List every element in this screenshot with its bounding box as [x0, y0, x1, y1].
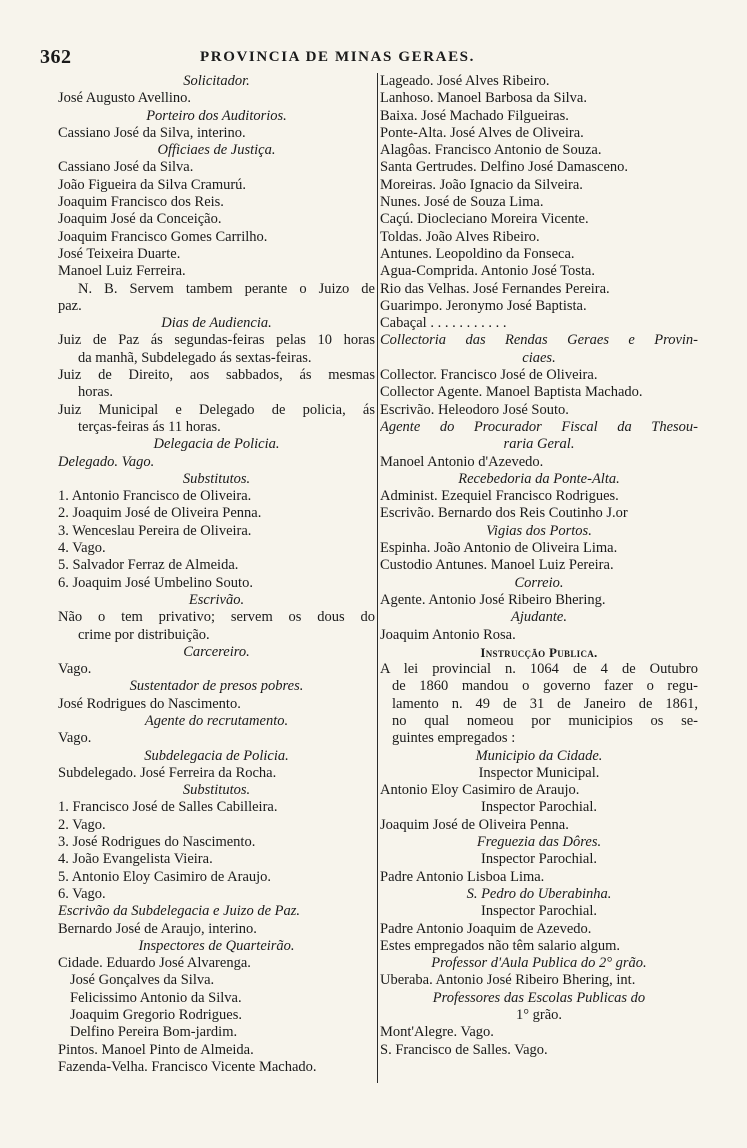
heading-municipio: Municipio da Cidade. [475, 747, 603, 764]
list-item: Guarimpo. Jeronymo José Baptista. [380, 297, 587, 314]
list-item: Custodio Antunes. Manoel Luiz Pereira. [380, 557, 614, 574]
page-number: 362 [40, 46, 72, 68]
list-item: Manoel Antonio d'Azevedo. [380, 453, 544, 470]
heading-porteiro: Porteiro dos Auditorios. [146, 107, 287, 124]
list-item: 4. João Evangelista Vieira. [58, 851, 213, 868]
heading-professor: Professor d'Aula Publica do 2° grão. [431, 955, 647, 972]
list-item: Cabaçal . . . . . . . . . . . [380, 315, 507, 332]
heading-s-pedro: S. Pedro do Uberabinha. [466, 885, 612, 902]
subheading: Inspector Parochial. [481, 851, 597, 868]
text-line: Não o tem privativo; servem os dous do [58, 609, 375, 626]
right-column [380, 73, 698, 1085]
heading-officiaes: Officiaes de Justiça. [157, 142, 276, 159]
heading-recebedoria: Recebedoria da Ponte-Alta. [458, 470, 620, 487]
list-item: Nunes. José de Souza Lima. [380, 194, 544, 211]
list-item: 1. Antonio Francisco de Oliveira. [58, 488, 252, 505]
heading-substitutos: Substitutos. [182, 782, 251, 799]
heading-ajudante: Ajudante. [511, 609, 567, 626]
heading-escrivao-subdelegacia: Escrivão da Subdelegacia e Juizo de Paz. [58, 903, 301, 920]
heading-subdelegacia: Subdelegacia de Policia. [144, 747, 289, 764]
left-column [58, 73, 375, 1085]
list-item: Espinha. João Antonio de Oliveira Lima. [380, 540, 618, 557]
text-line: Juiz de Paz ás segundas-feiras pelas 10 horas [58, 332, 375, 349]
list-item: Agua-Comprida. Antonio José Tosta. [380, 263, 595, 280]
subheading: Inspector Parochial. [481, 903, 597, 920]
heading-collectoria-cont: ciaes. [522, 349, 556, 366]
heading-sustentador: Sustentador de presos pobres. [129, 678, 304, 695]
heading-dias-audiencia: Dias de Audiencia. [161, 315, 272, 332]
list-item: Delfino Pereira Bom-jardim. [70, 1024, 238, 1041]
list-item: Vago. [58, 661, 92, 678]
list-item: Cassiano José da Silva. [58, 159, 194, 176]
list-item: S. Francisco de Salles. Vago. [380, 1041, 548, 1058]
list-item: Fazenda-Velha. Francisco Vicente Machado. [58, 1058, 317, 1075]
subheading: Inspector Parochial. [481, 799, 597, 816]
list-item: Santa Gertrudes. Delfino José Damasceno. [380, 159, 629, 176]
list-item: Alagôas. Francisco Antonio de Souza. [380, 142, 602, 159]
text-line: Estes empregados não têm salario algum. [380, 937, 620, 954]
list-item: Cidade. Eduardo José Alvarenga. [58, 955, 251, 972]
list-item: 3. José Rodrigues do Nascimento. [58, 834, 256, 851]
list-item: 2. Joaquim José de Oliveira Penna. [58, 505, 262, 522]
list-item: 5. Salvador Ferraz de Almeida. [58, 557, 239, 574]
heading-correio: Correio. [514, 574, 564, 591]
list-item: Rio das Velhas. José Fernandes Pereira. [380, 280, 610, 297]
heading-inspectores: Inspectores de Quarteirão. [138, 937, 295, 954]
heading-solicitador: Solicitador. [183, 73, 250, 89]
text-line: no qual nomeou por municipios os se- [392, 712, 698, 729]
subheading: Inspector Municipal. [478, 764, 600, 781]
list-item: Lanhoso. Manoel Barbosa da Silva. [380, 90, 587, 107]
text-line: da manhã, Subdelegado ás sextas-feiras. [78, 349, 312, 366]
heading-instruccao-publica: Instrucção Publica. [480, 644, 598, 660]
list-item: Manoel Luiz Ferreira. [58, 263, 186, 280]
list-item: Padre Antonio Joaquim de Azevedo. [380, 920, 592, 937]
list-item: João Figueira da Silva Cramurú. [58, 176, 247, 193]
list-item: Joaquim José da Conceição. [58, 211, 222, 228]
list-item: Felicissimo Antonio da Silva. [70, 989, 242, 1006]
heading-freguezia: Freguezia das Dôres. [476, 834, 602, 851]
list-item: Escrivão. Bernardo dos Reis Coutinho J.or [380, 505, 628, 522]
list-item: Joaquim Francisco dos Reis. [58, 194, 224, 211]
text-line: crime por distribuição. [78, 626, 210, 643]
text-line: Juiz de Direito, aos sabbados, ás mesmas [58, 367, 375, 384]
heading-professores: Professores das Escolas Publicas do [432, 989, 646, 1006]
list-item: José Teixeira Duarte. [58, 245, 181, 262]
list-item: 4. Vago. [58, 540, 106, 557]
list-item: Joaquim Francisco Gomes Carrilho. [58, 228, 268, 245]
text-line: lamento n. 49 de 31 de Janeiro de 1861, [392, 695, 698, 712]
list-item: Agente. Antonio José Ribeiro Bhering. [380, 591, 606, 608]
list-item: Uberaba. Antonio José Ribeiro Bhering, int. [380, 972, 636, 989]
list-item: Caçú. Diocleciano Moreira Vicente. [380, 211, 589, 228]
list-item: Subdelegado. José Ferreira da Rocha. [58, 764, 277, 781]
list-item: Antunes. Leopoldino da Fonseca. [380, 245, 575, 262]
list-item: 6. Joaquim José Umbelino Souto. [58, 574, 253, 591]
list-item: Cassiano José da Silva, interino. [58, 124, 246, 141]
list-item: Delegado. Vago. [58, 453, 155, 470]
list-item: Escrivão. Heleodoro José Souto. [380, 401, 569, 418]
text-line: Juiz Municipal e Delegado de policia, ás [58, 401, 375, 418]
list-item: 6. Vago. [58, 885, 106, 902]
note-line: paz. [58, 297, 82, 314]
list-item: José Augusto Avellino. [58, 90, 192, 107]
list-item: Collector Agente. Manoel Baptista Machado. [380, 384, 643, 401]
heading-agente-procurador: Agente do Procurador Fiscal da Thesou- [380, 418, 698, 435]
list-item: Pintos. Manoel Pinto de Almeida. [58, 1041, 254, 1058]
heading-agente-procurador-cont: raria Geral. [503, 436, 575, 453]
list-item: Joaquim Gregorio Rodrigues. [70, 1007, 242, 1024]
heading-escrivao: Escrivão. [188, 591, 245, 608]
heading-substitutos: Substitutos. [182, 470, 251, 487]
list-item: Lageado. José Alves Ribeiro. [380, 73, 550, 89]
heading-vigias: Vigias dos Portos. [486, 522, 592, 539]
list-item: Antonio Eloy Casimiro de Araujo. [380, 782, 580, 799]
list-item: Joaquim Antonio Rosa. [380, 626, 516, 643]
list-item: 1. Francisco José de Salles Cabilleira. [58, 799, 278, 816]
heading-professores-cont: 1° grão. [515, 1007, 563, 1024]
running-head: PROVINCIA DE MINAS GERAES. [200, 49, 475, 65]
list-item: José Rodrigues do Nascimento. [58, 695, 241, 712]
column-divider [377, 73, 378, 1083]
list-item: José Gonçalves da Silva. [70, 972, 215, 989]
text-line: horas. [78, 384, 114, 401]
text-line: guintes empregados : [392, 730, 516, 747]
page-header [40, 46, 600, 70]
text-line: A lei provincial n. 1064 de 4 de Outubro [380, 661, 698, 678]
list-item: Vago. [58, 730, 92, 747]
list-item: Padre Antonio Lisboa Lima. [380, 868, 545, 885]
heading-agente-recrutamento: Agente do recrutamento. [144, 712, 289, 729]
list-item: Moreiras. João Ignacio da Silveira. [380, 176, 583, 193]
list-item: 2. Vago. [58, 816, 106, 833]
list-item: Baixa. José Machado Filgueiras. [380, 107, 569, 124]
list-item: Joaquim José de Oliveira Penna. [380, 816, 569, 833]
heading-carcereiro: Carcereiro. [183, 643, 250, 660]
list-item: Mont'Alegre. Vago. [380, 1024, 494, 1041]
list-item: 5. Antonio Eloy Casimiro de Araujo. [58, 868, 272, 885]
list-item: Administ. Ezequiel Francisco Rodrigues. [380, 488, 619, 505]
text-line: terças-feiras ás 11 horas. [78, 418, 221, 435]
list-item: Ponte-Alta. José Alves de Oliveira. [380, 124, 584, 141]
list-item: Bernardo José de Araujo, interino. [58, 920, 257, 937]
note-line: N. B. Servem tambem perante o Juizo de [78, 280, 375, 297]
text-line: de 1860 mandou o governo fazer o regu- [392, 678, 698, 695]
heading-delegacia: Delegacia de Policia. [153, 436, 280, 453]
list-item: Collector. Francisco José de Oliveira. [380, 367, 598, 384]
list-item: 3. Wenceslau Pereira de Oliveira. [58, 522, 252, 539]
list-item: Toldas. João Alves Ribeiro. [380, 228, 540, 245]
heading-collectoria: Collectoria das Rendas Geraes e Provin- [380, 332, 698, 349]
